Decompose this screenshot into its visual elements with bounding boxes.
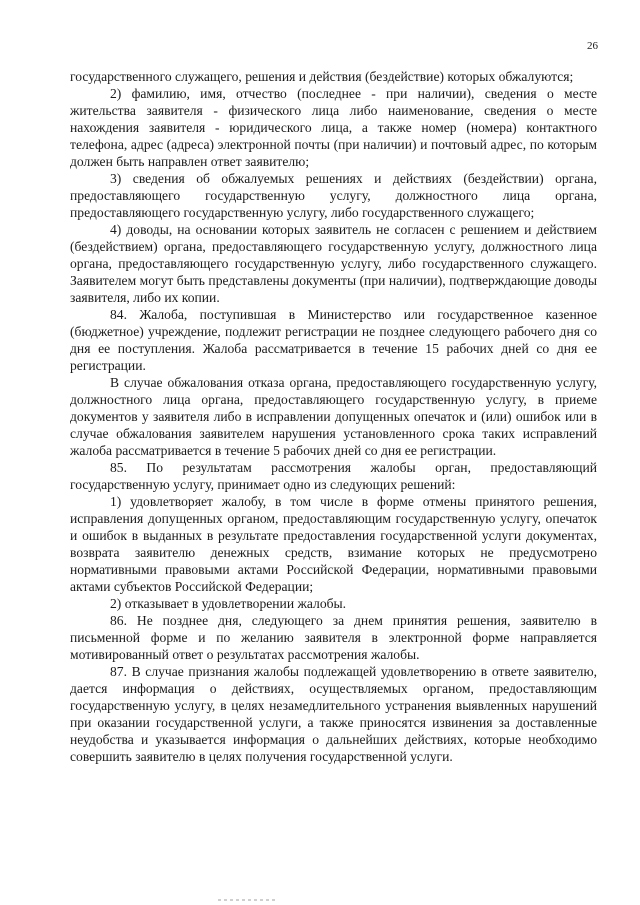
paragraph-item-2: 2) фамилию, имя, отчество (последнее - при наличии), сведения о месте жительства заявителя - физического лица либо наименование, сведения о месте нахождения заявителя - юридического лица, а также номер (номера) контактного телефона, адрес (адреса) электронной почты (при наличии) и почтовый адрес, по которым должен быть направлен ответ заявителю; xyxy=(70,86,597,169)
page-number: 26 xyxy=(587,40,598,52)
paragraph-87: 87. В случае признания жалобы подлежащей удовлетворению в ответе заявителю, дается информация о действиях, осуществляемых органом, предоставляющим государственную услугу, в целях незамедлительного устранения выявленных нарушений при оказании государственной услуги, а также приносятся извинения за доставленные неудобства и указывается информация о дальнейших действиях, которые необходимо совершить заявителю в целях получения государственной услуги. xyxy=(70,664,597,764)
paragraph-85-item-1: 1) удовлетворяет жалобу, в том числе в форме отмены принятого решения, исправления допущенных органом, предоставляющим государственную услугу, опечаток и ошибок в выданных в результате предоставления государственной услуги документах, возврата заявителю денежных средств, взимание которых не предусмотрено нормативными правовыми актами Российской Федерации, нормативными правовыми актами субъектов Российской Федерации; xyxy=(70,494,597,594)
paragraph-85: 85. По результатам рассмотрения жалобы орган, предоставляющий государственную услугу, принимает одно из следующих решений: xyxy=(70,460,597,492)
scan-artifact xyxy=(218,899,278,901)
paragraph-86: 86. Не позднее дня, следующего за днем принятия решения, заявителю в письменной форме и по желанию заявителя в электронной форме направляется мотивированный ответ о результатах рассмотрения жалобы. xyxy=(70,613,597,662)
paragraph-item-4: 4) доводы, на основании которых заявитель не согласен с решением и действием (бездействием) органа, предоставляющего государственную услугу, должностного лица органа, предоставляющего государственную услугу, либо государственного служащего. Заявителем могут быть представлены документы (при наличии), подтверждающие доводы заявителя, либо их копии. xyxy=(70,222,597,305)
paragraph-84: 84. Жалоба, поступившая в Министерство или государственное казенное (бюджетное) учреждение, подлежит регистрации не позднее следующего рабочего дня со дня ее поступления. Жалоба рассматривается в течение 15 рабочих дней со дня ее регистрации. xyxy=(70,307,597,373)
document-body xyxy=(70,68,597,765)
paragraph-84-refusal: В случае обжалования отказа органа, предоставляющего государственную услугу, должностного лица органа, предоставляющего государственную услугу, в приеме документов у заявителя либо в исправлении допущенных опечаток и (или) ошибок или в случае обжалования заявителем нарушения установленного срока таких исправлений жалоба рассматривается в течение 5 рабочих дней со дня ее регистрации. xyxy=(70,375,597,458)
paragraph-item-3: 3) сведения об обжалуемых решениях и действиях (бездействии) органа, предоставляющего государственную услугу, должностного лица органа, предоставляющего государственную услугу, либо государственного служащего; xyxy=(70,171,597,220)
paragraph-85-item-2: 2) отказывает в удовлетворении жалобы. xyxy=(110,596,347,611)
paragraph-continuation: государственного служащего, решения и действия (бездействие) которых обжалуются; xyxy=(70,69,574,84)
